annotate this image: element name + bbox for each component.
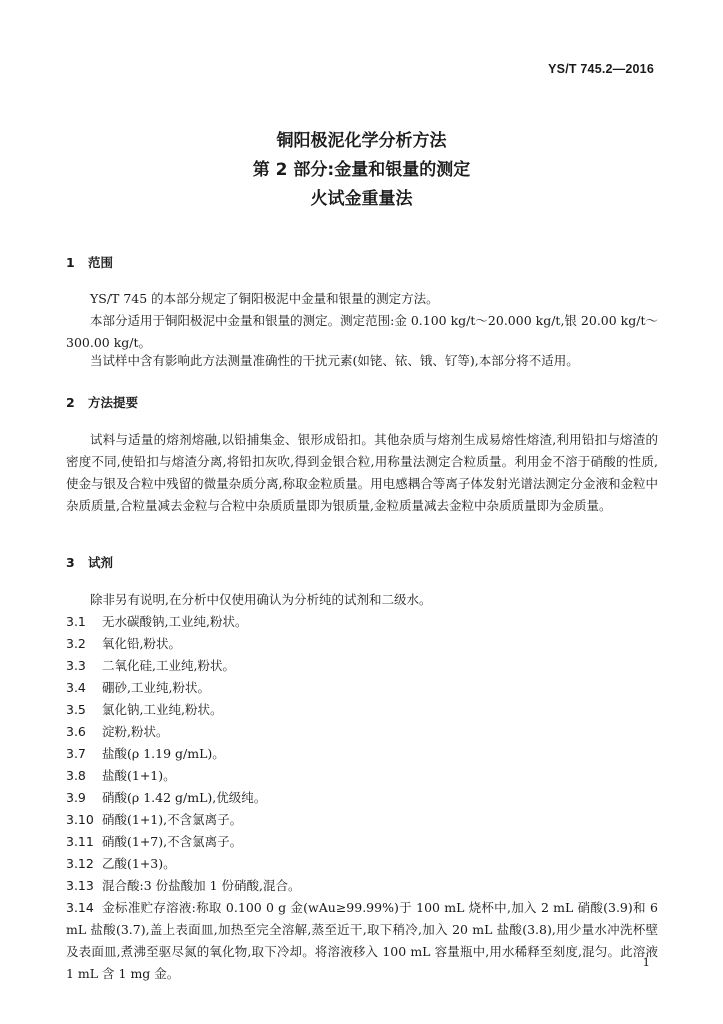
scope-paragraph-1: YS/T 745 的本部分规定了铜阳极泥中金量和银量的测定方法。 xyxy=(90,291,439,306)
section-number: 2 xyxy=(66,395,75,410)
reagent-item-gold-standard: 3.14 金标准贮存溶液:称取 0.100 0 g 金(wAu≥99.99%)于 100 mL 烧杯中,加入 2 mL 硝酸(3.9)和 6 mL 盐酸(3.7),盖上表面皿,加热至完全溶解,蒸至近干,取下稍冷,加入 20 mL 盐酸(3.8),用少量水冲洗杯壁及表面皿,煮沸至驱尽氮的氧化物,取下冷却。将溶液移入 100 mL 容量瓶中,用水稀释至刻度,混匀。此溶液 1 mL 含 1 mg 金。 xyxy=(66,900,658,981)
method-title: 火试金重量法 xyxy=(310,189,413,209)
reagents-intro: 除非另有说明,在分析中仅使用确认为分析纯的试剂和二级水。 xyxy=(90,592,432,607)
reagent-item: 3.8 盐酸(1+1)。 xyxy=(66,768,176,783)
reagent-item: 3.6 淀粉,粉状。 xyxy=(66,724,169,739)
scope-paragraph-2: 本部分适用于铜阳极泥中金量和银量的测定。测定范围:金 0.100 kg/t～20.000 kg/t,银 20.00 kg/t～300.00 kg/t。 xyxy=(66,313,658,350)
section-number: 1 xyxy=(66,255,75,270)
reagent-item: 3.13 混合酸:3 份盐酸加 1 份硝酸,混合。 xyxy=(66,878,301,893)
section-heading-scope xyxy=(66,253,113,271)
document-subtitle: 第 2 部分:金量和银量的测定 xyxy=(252,160,471,180)
standard-number: YS/T 745.2—2016 xyxy=(548,62,654,76)
scope-paragraph-3: 当试样中含有影响此方法测量准确性的干扰元素(如铑、铱、锇、钌等),本部分将不适用。 xyxy=(90,353,579,368)
reagent-item: 3.5 氯化钠,工业纯,粉状。 xyxy=(66,702,223,717)
reagent-item: 3.7 盐酸(ρ 1.19 g/mL)。 xyxy=(66,746,225,761)
reagent-item: 3.3 二氧化硅,工业纯,粉状。 xyxy=(66,658,235,673)
reagent-item: 3.11 硝酸(1+7),不含氯离子。 xyxy=(66,834,243,849)
reagent-item: 3.2 氧化铅,粉状。 xyxy=(66,636,181,651)
page-number: 1 xyxy=(642,955,650,969)
method-paragraph: 试料与适量的熔剂熔融,以铅捕集金、银形成铅扣。其他杂质与熔剂生成易熔性熔渣,利用铅扣与熔渣的密度不同,使铅扣与熔渣分离,将铅扣灰吹,得到金银合粒,用称量法测定合粒质量。利用金不溶于硝酸的性质,使金与银及合粒中残留的微量杂质分离,称取金粒质量。用电感耦合等离子体发射光谱法测定分金液和金粒中杂质质量,合粒量减去金粒与合粒中杂质质量即为银质量,金粒质量减去金粒中杂质质量即为金质量。 xyxy=(66,432,658,513)
section-title: 方法提要 xyxy=(88,395,139,410)
document-title: 铜阳极泥化学分析方法 xyxy=(276,131,447,151)
section-heading-reagents xyxy=(66,553,113,571)
reagent-item: 3.4 硼砂,工业纯,粉状。 xyxy=(66,680,210,695)
reagent-item: 3.9 硝酸(ρ 1.42 g/mL),优级纯。 xyxy=(66,790,267,805)
section-number: 3 xyxy=(66,555,75,570)
reagent-item: 3.12 乙酸(1+3)。 xyxy=(66,856,176,871)
section-title: 范围 xyxy=(88,255,114,270)
section-title: 试剂 xyxy=(88,555,114,570)
reagent-item: 3.10 硝酸(1+1),不含氯离子。 xyxy=(66,812,243,827)
reagent-item: 3.1 无水碳酸钠,工业纯,粉状。 xyxy=(66,614,248,629)
section-heading-method xyxy=(66,393,138,411)
